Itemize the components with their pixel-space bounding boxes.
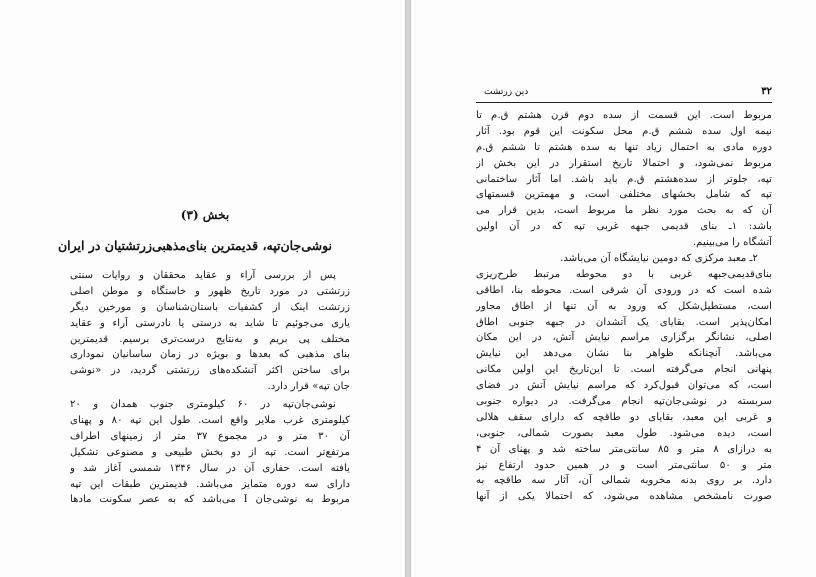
text-line: مربوط نمی‌شود، و احتمالا تاریخ استقرار در این بخش از: [476, 157, 772, 169]
text-line: برای ساختن اکثر آتشکده‌های زرتشتی گردید، در «نوشی‌: [70, 365, 350, 377]
text-line: سربسته در نوشی‌جان‌تپه انجام می‌گرفت. در دیواره جنوبی: [476, 396, 772, 408]
text-line: متر و ۵۰ سانتی‌متر است و در همین حدود ارتفاع نیز: [476, 459, 772, 471]
text-line: امکان‌پذیر است. بقایای یک آتشدان در جبهه جنوبی اطاق: [476, 316, 772, 328]
left-page: [0, 0, 406, 577]
page-number: ۳۲: [761, 86, 772, 97]
text-line: می‌باشد. آنچنانکه ظواهر بنا نشان می‌دهد این نیایش: [476, 348, 772, 360]
text-line: بنای‌قدیمی‌جبهه غربی با دو محوطه مرتبط طرح‌ریزی: [476, 268, 772, 280]
text-line: آن که به بحث مورد نظر ما مربوط است، بدین قرار می‌: [476, 205, 772, 217]
text-line: دارای سه دوره متمایز می‌باشد. قدیمترین طبقات این تپه: [70, 478, 350, 490]
paragraph: [476, 251, 772, 267]
paragraph: [476, 267, 772, 505]
text-line: دوره مادی به احتمال زیاد تنها به سده هشتم تا ششم ق.م: [476, 141, 772, 153]
text-line: مربوط است. این قسمت از سده دوم قرن هشتم ق.م تا: [476, 110, 772, 121]
text-line: آتشگاه را می‌بینیم.: [692, 237, 772, 249]
text-line: مختلف پی بریم و به‌نتایج درست‌تری برسیم. قدیمترین: [70, 333, 350, 345]
right-page: [410, 0, 816, 577]
text-line: نوشی‌جان‌تپه در ۶۰ کیلومتری جنوب همدان و ۲۰: [70, 399, 336, 411]
text-line: نیمه اول سده ششم ق.م محل سکونت این قوم بود. آثار: [476, 125, 772, 137]
text-line: یافته است. حفاری آن در سال ۱۳۴۶ شمسی آغاز شد و: [70, 462, 350, 474]
section-title: نوشی‌جان‌تپه، قدیمترین بنای‌مذهبی‌زرتشتیان در ایران: [57, 238, 333, 253]
running-header: [476, 86, 772, 103]
text-line: صورت نامشخص مشاهده می‌شود، که احتمالا یکی از آنها: [476, 491, 772, 503]
text-line: دارد. بر روی بدنه مخروبه شمالی آن، آثار سه طاقچه به: [476, 475, 772, 487]
text-line: آن ۳۰ متر و در مجموع ۳۷ متر از زمینهای اطراف: [70, 430, 350, 442]
text-line: باشد: ۱ـ بنای قدیمی جبهه غربی تپه که در آن اولین: [476, 221, 772, 233]
text-line: تپه، جلوتر از سده‌هشتم ق.م باید باشد. اما آثار ساختمانی: [476, 173, 772, 185]
section-label: بخش (۳): [180, 208, 230, 222]
running-title: دین زرتشت: [484, 87, 529, 97]
text-line: مرتفع‌تر است. تپه از دو بخش طبیعی و مصنوعی تشکیل: [70, 446, 350, 458]
text-line: مربوط به نوشی‌جان I می‌باشد که به عصر سکونت مادها: [70, 494, 350, 506]
text-line: جان تپه» قرار دارد.: [267, 381, 350, 393]
paragraph: [476, 108, 772, 251]
text-line: است، که می‌توان قبول‌کرد که مراسم نیایش آتش در فضای: [476, 380, 772, 392]
text-line: اصلی، نشانگر برگزاری مراسم نیایش آتش، در این مکان: [476, 332, 772, 344]
right-body-text: [476, 108, 772, 505]
paragraph: [70, 397, 350, 508]
text-line: ۲ـ معبد مرکزی که دومین نیایشگاه آن می‌باشد.: [560, 253, 758, 265]
text-line: پس از بررسی آراء و عقاید محققان و روایات سنتی: [70, 270, 336, 281]
text-line: زرتشت اینک از کشفیات باستان‌شناسان و مورخین دیگر: [70, 301, 350, 313]
text-line: شده است که در ورودی آن شرقی است. محوطه بنا، اطاقی: [476, 284, 772, 296]
text-line: یاری می‌جوئیم تا شاید به درستی یا نادرستی آراء و عقاید: [70, 317, 350, 329]
text-line: تپه که شامل بخشهای مختلفی است، و مهمترین قسمتهای: [476, 189, 772, 201]
text-line: به درازای ۸ متر و ۸۵ سانتی‌متر ساخته شد و پهنای آن ۴: [476, 443, 772, 455]
left-body-text: [70, 268, 350, 508]
text-line: است، مستطیل‌شکل که ورود به آن تنها از اطاق مجاور: [476, 300, 772, 312]
text-line: و غربی این معبد، بقایای دو طاقچه که دارای سقف هلالی: [476, 411, 772, 423]
text-line: بنای مذهبی که بعدها و بویژه در زمان ساسانیان نموداری: [70, 349, 350, 361]
text-line: کیلومتری غرب ملایر واقع است. طول این تپه ۸۰ و پهنای: [70, 415, 350, 427]
paragraph: [70, 268, 350, 395]
text-line: زرتشتی در مورد تاریخ ظهور و خاستگاه و موطن اصلی: [70, 285, 350, 297]
text-line: است، دیده می‌شود. طول معبد بصورت شمالی، جنوبی،: [476, 427, 772, 439]
text-line: پنهانی انجام می‌گرفته است. تا این‌تاریخ این اولین مکانی: [476, 364, 772, 376]
